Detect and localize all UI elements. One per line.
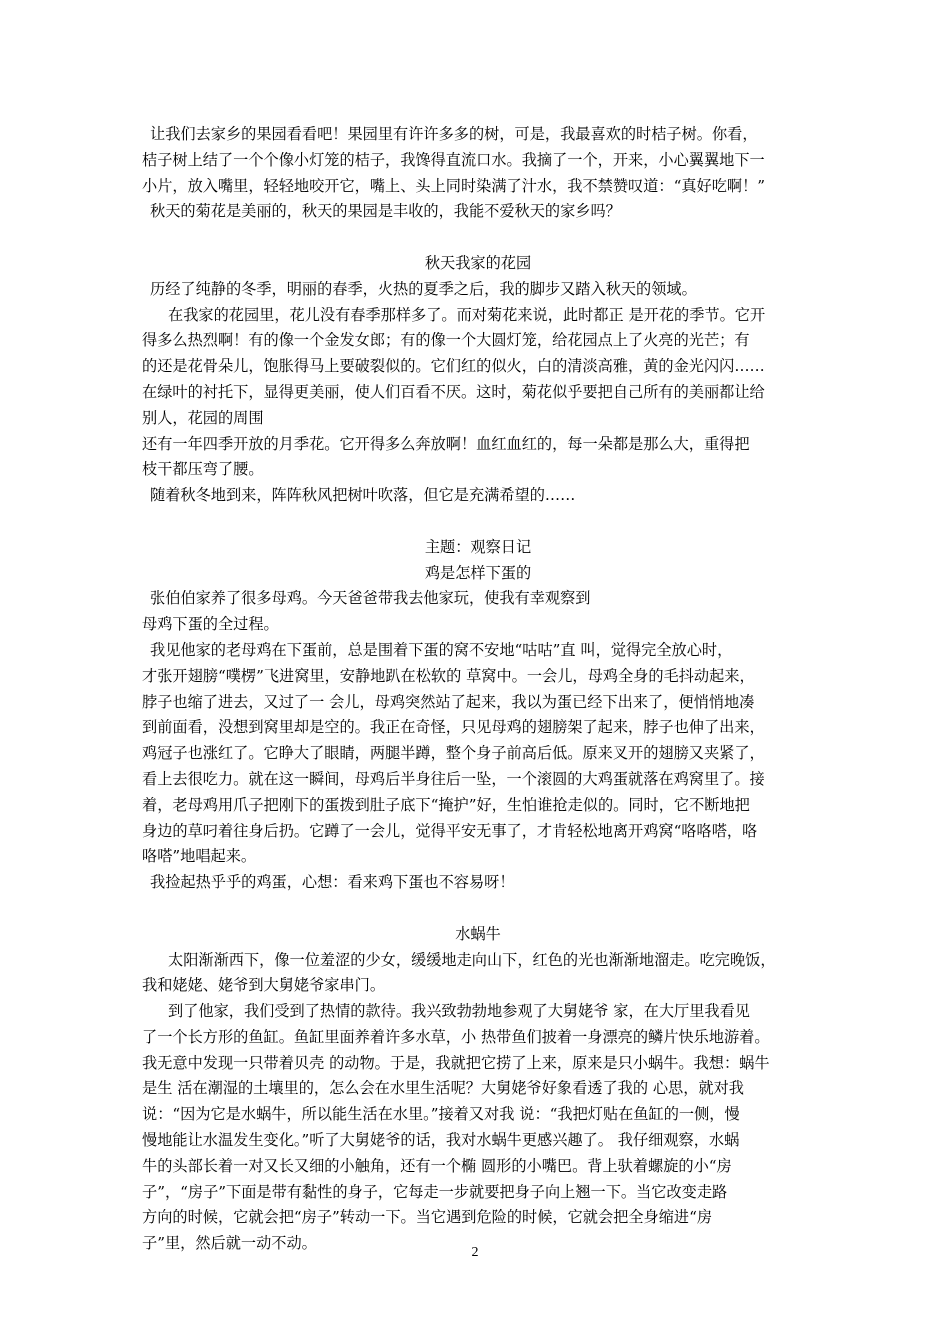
paragraph-line: 我见他家的老母鸡在下蛋前，总是围着下蛋的窝不安地“咕咕”直 叫，觉得完全放心时，	[150, 640, 733, 659]
document-page	[142, 122, 814, 1257]
paragraph-line: 脖子也缩了进去，又过了一 会儿，母鸡突然站了起来，我以为蛋已经下出来了，便悄悄地凑	[142, 692, 755, 711]
paragraph-line: 小片，放入嘴里，轻轻地咬开它，嘴上、头上同时染满了汁水，我不禁赞叹道：“真好吃啊！”	[142, 176, 766, 195]
paragraph-line: 身边的草叼着往身后扔。它蹲了一会儿，觉得平安无事了，才肯轻松地离开鸡窝“咯咯嗒，咯	[142, 821, 758, 840]
section-orchard	[142, 122, 814, 225]
paragraph-line: 枝干都压弯了腰。	[142, 460, 264, 479]
paragraph-line: 着，老母鸡用爪子把刚下的蛋拨到肚子底下“掩护”好，生怕谁抢走似的。同时，它不断地把	[142, 795, 750, 814]
paragraph-line: 我捡起热乎乎的鸡蛋，心想：看来鸡下蛋也不容易呀！	[150, 873, 515, 892]
paragraph-line: 张伯伯家养了很多母鸡。今天爸爸带我去他家玩，使我有幸观察到	[150, 589, 591, 608]
paragraph-line: 母鸡下蛋的全过程。	[142, 615, 279, 634]
section-observation-diary	[142, 535, 814, 896]
paragraph-line: 咯嗒”地唱起来。	[142, 847, 257, 866]
paragraph-line: 在我家的花园里，花儿没有春季那样多了。而对菊花来说，此时都正 是开花的季节。它开	[168, 305, 766, 324]
section-garden	[142, 251, 814, 509]
paragraph-line: 子”里，然后就一动不动。	[142, 1234, 317, 1253]
paragraph-line: 我和姥姥、姥爷到大舅姥爷家串门。	[142, 976, 385, 995]
paragraph-line: 桔子树上结了一个个像小灯笼的桔子，我馋得直流口水。我摘了一个，开来，小心翼翼地下一	[142, 150, 765, 169]
paragraph-line: 牛的头部长着一对又长又细的小触角，还有一个椭 圆形的小嘴巴。背上驮着螺旋的小“房	[142, 1156, 732, 1175]
section-title: 秋天我家的花园	[424, 253, 532, 272]
section-subtitle: 鸡是怎样下蛋的	[424, 563, 532, 582]
paragraph-line: 到前面看，没想到窝里却是空的。我正在奇怪，只见母鸡的翅膀架了起来，脖子也伸了出来，	[142, 718, 765, 737]
paragraph-line: 慢地能让水温发生变化。”听了大舅姥爷的话，我对水蜗牛更感兴趣了。 我仔细观察，水蜗	[142, 1131, 740, 1150]
paragraph-line: 鸡冠子也涨红了。它睁大了眼睛，两腿半蹲，整个身子前高后低。原来叉开的翅膀又夹紧了，	[142, 744, 765, 763]
paragraph-line: 方向的时候，它就会把“房子”转动一下。当它遇到危险的时候，它就会把全身缩进“房	[142, 1208, 713, 1227]
paragraph-line: 秋天的菊花是美丽的，秋天的果园是丰收的，我能不爱秋天的家乡吗？	[150, 202, 621, 221]
paragraph-line: 别人，花园的周围	[142, 408, 264, 427]
paragraph-line: 随着秋冬地到来，阵阵秋风把树叶吹落，但它是充满希望的……	[150, 486, 576, 505]
paragraph-line: 在绿叶的衬托下，显得更美丽，使人们百看不厌。这时，菊花似乎要把自己所有的美丽都让给	[142, 382, 765, 401]
paragraph-line: 的还是花骨朵儿，饱胀得马上要破裂似的。它们红的似火，白的清淡高雅，黄的金光闪闪……	[142, 357, 765, 376]
paragraph-line: 到了他家，我们受到了热情的款待。我兴致勃勃地参观了大舅姥爷 家，在大厅里我看见	[168, 1002, 750, 1021]
paragraph-line: 太阳渐渐西下，像一位羞涩的少女，缓缓地走向山下，红色的光也渐渐地溜走。吃完晚饭，	[168, 950, 776, 969]
page-number: 2	[471, 1245, 479, 1260]
section-spacer	[142, 225, 814, 251]
paragraph-line: 说：“因为它是水蜗牛，所以能生活在水里。”接着又对我 说：“我把灯贴在鱼缸的一侧，慢	[142, 1105, 740, 1124]
paragraph-line: 了一个长方形的鱼缸。鱼缸里面养着许多水草，小 热带鱼们披着一身漂亮的鳞片快乐地游着。	[142, 1027, 770, 1046]
paragraph-line: 看上去很吃力。就在这一瞬间，母鸡后半身往后一坠，一个滚圆的大鸡蛋就落在鸡窝里了。接	[142, 769, 765, 788]
paragraph-line: 还有一年四季开放的月季花。它开得多么奔放啊！血红血红的，每一朵都是那么大，重得把	[142, 434, 750, 453]
section-water-snail	[142, 922, 814, 1257]
section-title: 主题：观察日记	[424, 537, 532, 556]
paragraph-line: 让我们去家乡的果园看看吧！果园里有许许多多的树，可是，我最喜欢的时桔子树。你看，	[150, 125, 758, 143]
paragraph-line: 是生 活在潮湿的土壤里的，怎么会在水里生活呢？大舅姥爷好象看透了我的 心思，就对我	[142, 1079, 744, 1098]
paragraph-line: 子”，“房子”下面是带有黏性的身子，它每走一步就要把身子向上翘一下。当它改变走路	[142, 1182, 728, 1201]
paragraph-line: 才张开翅膀“噗楞”飞进窝里，安静地趴在松软的 草窝中。一会儿，母鸡全身的毛抖动起来，	[142, 666, 755, 685]
section-spacer	[142, 896, 814, 922]
paragraph-line: 得多么热烈啊！有的像一个金发女郎；有的像一个大圆灯笼，给花园点上了火亮的光芒；有	[142, 331, 750, 350]
section-spacer	[142, 509, 814, 535]
paragraph-line: 我无意中发现一只带着贝壳 的动物。于是，我就把它捞了上来，原来是只小蜗牛。我想：蜗牛	[142, 1053, 770, 1072]
section-title: 水蜗牛	[455, 924, 501, 943]
paragraph-line: 历经了纯静的冬季，明丽的春季，火热的夏季之后，我的脚步又踏入秋天的领域。	[150, 279, 697, 298]
